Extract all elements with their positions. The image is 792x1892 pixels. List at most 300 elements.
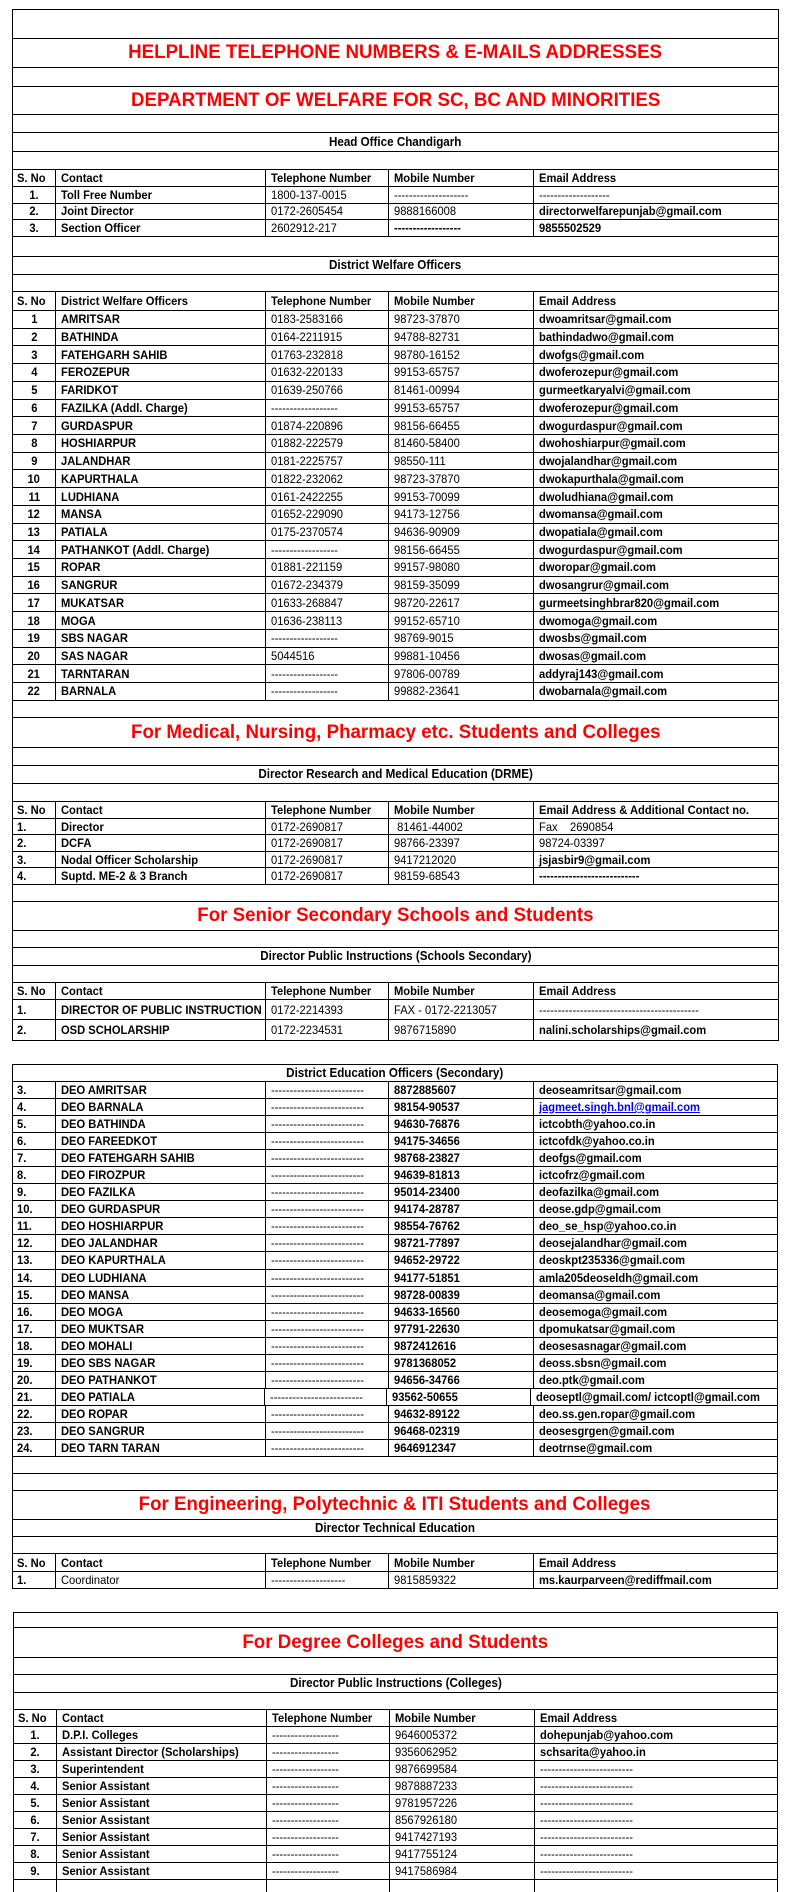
sno-cell — [13, 868, 56, 884]
email-text: dohepunjab@yahoo.com — [540, 1728, 674, 1742]
sno-text: 5. — [17, 1117, 27, 1132]
email-cell — [534, 1423, 777, 1439]
sno-cell — [13, 1338, 56, 1354]
email-text: deotrnse@gmail.com — [539, 1441, 653, 1455]
contact-cell — [56, 1406, 266, 1422]
sno-text: 21. — [17, 1389, 33, 1404]
email-cell — [534, 1020, 778, 1040]
col-email-header: Email Address — [539, 293, 617, 308]
tel-text: 0172-2690817 — [271, 852, 344, 867]
mobile-text: 9878887233 — [395, 1779, 458, 1793]
sno-cell — [13, 1218, 56, 1234]
table-row — [13, 819, 778, 836]
tel-cell — [266, 187, 389, 203]
contact-text: DEO FIROZPUR — [61, 1168, 146, 1183]
sno-cell — [13, 346, 56, 363]
mobile-cell — [389, 648, 534, 665]
col-email-header: Email Address & Additional Contact no. — [539, 802, 749, 817]
tel-text: 5044516 — [271, 648, 315, 663]
tel-text: ------------------------- — [271, 1219, 364, 1234]
contact-cell — [56, 524, 266, 541]
col-contact-header: Contact — [61, 802, 103, 817]
mobile-text: 94630-76876 — [394, 1117, 460, 1132]
contact-cell — [57, 1727, 267, 1743]
sno-cell — [14, 1727, 57, 1743]
tel-text: ------------------------- — [271, 1270, 364, 1285]
technical-education-rows — [13, 1572, 777, 1589]
table-row — [13, 1184, 777, 1201]
table-row — [13, 187, 778, 204]
mobile-text: 99153-65757 — [394, 400, 460, 415]
sno-text: 3. — [17, 852, 27, 867]
email-text: schsarita@yahoo.in — [540, 1745, 646, 1759]
email-text: dwosangrur@gmail.com — [539, 578, 669, 593]
tel-cell — [267, 1863, 390, 1879]
dpi-schools-title-row — [13, 948, 778, 966]
table-row — [13, 1389, 777, 1406]
tel-cell — [267, 1846, 390, 1862]
mobile-cell — [389, 665, 534, 682]
mobile-text: 9356062952 — [395, 1745, 458, 1759]
email-cell — [534, 1321, 777, 1337]
contact-text: HOSHIARPUR — [61, 436, 137, 451]
sno-text: 18 — [27, 613, 41, 628]
tel-cell — [267, 1727, 390, 1743]
sno-cell — [13, 1000, 56, 1020]
sno-cell — [13, 1184, 56, 1200]
mobile-text: 9646912347 — [394, 1441, 457, 1455]
mobile-text: 81461-44002 — [394, 819, 463, 834]
tel-text: ------------------------- — [271, 1304, 364, 1319]
mobile-text: 9888166008 — [394, 204, 457, 219]
mobile-cell — [389, 435, 534, 452]
mobile-text: 94652-29722 — [394, 1253, 460, 1268]
senior-secondary-section-title: For Senior Secondary Schools and Students — [197, 904, 594, 927]
col-contact-header: Contact — [61, 171, 103, 185]
tel-text: ------------------------- — [271, 1236, 364, 1251]
table-row — [14, 1778, 777, 1795]
tel-text: ------------------------- — [271, 1372, 364, 1387]
table-row — [13, 453, 778, 471]
col-mobile-header: Mobile Number — [395, 1711, 476, 1725]
table-row — [13, 1218, 777, 1235]
email-text: dwokapurthala@gmail.com — [539, 471, 684, 486]
tel-cell — [266, 594, 389, 611]
contact-text: TARNTARAN — [61, 666, 130, 681]
contact-text: DEO MOHALI — [61, 1338, 133, 1353]
mobile-text: 9876699584 — [395, 1762, 458, 1776]
contact-text: DEO SBS NAGAR — [61, 1355, 156, 1370]
email-cell — [534, 488, 778, 505]
contact-cell — [56, 835, 266, 851]
tel-text: 0175-2370574 — [271, 524, 344, 539]
mobile-cell — [389, 417, 534, 434]
tel-text: 01633-268847 — [271, 595, 344, 610]
tel-cell — [266, 1082, 389, 1098]
contact-text: FATEHGARH SAHIB — [61, 347, 168, 362]
tel-text: ------------------------- — [271, 1117, 364, 1132]
contact-text: Section Officer — [61, 221, 141, 236]
table-row — [13, 506, 778, 524]
empty-row — [13, 10, 778, 39]
sno-text: 8 — [30, 436, 38, 451]
tel-text: 01882-222579 — [271, 436, 344, 451]
email-text: dwohoshiarpur@gmail.com — [539, 436, 686, 451]
sno-text: 9 — [30, 454, 38, 469]
technical-education-header-row — [13, 1554, 777, 1572]
contact-cell — [56, 612, 266, 629]
mobile-text: 98159-68543 — [394, 869, 460, 884]
mobile-cell — [389, 1099, 534, 1115]
sno-text: 2. — [30, 1745, 40, 1759]
tel-cell — [266, 204, 389, 220]
email-cell — [534, 187, 778, 203]
email-cell — [534, 1116, 777, 1132]
tel-text: ------------------------- — [271, 1321, 364, 1336]
empty-row — [13, 68, 778, 87]
sno-text: 17 — [27, 595, 41, 610]
mobile-cell — [390, 1812, 535, 1828]
email-text: ms.kaurparveen@rediffmail.com — [539, 1573, 712, 1588]
email-text: dwobarnala@gmail.com — [539, 684, 668, 699]
contact-cell — [56, 382, 266, 399]
email-text: dwosbs@gmail.com — [539, 631, 647, 646]
contact-text: SANGRUR — [61, 578, 118, 593]
engineering-section-title-row — [13, 1491, 777, 1520]
sno-cell — [14, 1761, 57, 1777]
mobile-text: ------------------ — [394, 221, 461, 236]
email-text: dwomoga@gmail.com — [539, 613, 658, 628]
mobile-text: 94636-90909 — [394, 524, 460, 539]
email-cell — [534, 1201, 777, 1217]
contact-cell — [56, 594, 266, 611]
sno-cell — [13, 488, 56, 505]
tel-text: 0172-2690817 — [271, 869, 344, 884]
email-text: dwofgs@gmail.com — [539, 347, 645, 362]
table-row — [13, 1270, 777, 1287]
tel-cell — [266, 1201, 389, 1217]
email-text: gurmeetsinghbrar820@gmail.com — [539, 595, 720, 610]
contact-text: Joint Director — [61, 204, 134, 219]
sno-text: 7. — [30, 1830, 40, 1844]
mobile-cell — [389, 1252, 534, 1268]
contact-text: DEO TARN TARAN — [61, 1441, 160, 1455]
sno-cell — [13, 1270, 56, 1286]
mobile-text: 95014-23400 — [394, 1185, 460, 1200]
table-row — [13, 559, 778, 577]
contact-text: DEO SANGRUR — [61, 1423, 145, 1438]
mobile-cell — [389, 453, 534, 470]
sno-text: 3. — [29, 221, 39, 236]
sno-text: 20. — [17, 1372, 33, 1387]
contact-text: DEO BATHINDA — [61, 1117, 146, 1132]
mobile-text: 99153-70099 — [394, 489, 460, 504]
sno-cell — [13, 1099, 56, 1115]
tel-text: 01874-220896 — [271, 418, 344, 433]
email-cell — [534, 382, 778, 399]
tel-cell — [266, 1372, 389, 1388]
email-cell — [534, 665, 778, 682]
sno-cell — [14, 1812, 57, 1828]
mobile-cell — [389, 630, 534, 647]
mobile-text: 97791-22630 — [394, 1321, 460, 1336]
email-text: deoseptl@gmail.com/ ictcoptl@gmail.com — [536, 1389, 761, 1404]
col-mobile-header: Mobile Number — [394, 802, 475, 817]
head-office-header-row — [13, 170, 778, 187]
contact-text: DEO PATIALA — [60, 1389, 135, 1404]
email-text: ------------------------- — [540, 1762, 633, 1776]
mobile-cell — [389, 187, 534, 203]
empty-row — [13, 152, 778, 170]
tel-text: ------------------------- — [271, 1168, 364, 1183]
tel-cell — [266, 630, 389, 647]
tel-cell — [266, 1020, 389, 1040]
mobile-text: 94632-89122 — [394, 1406, 460, 1421]
table-row — [13, 630, 778, 648]
table-row — [13, 311, 778, 329]
tel-text: ------------------------- — [271, 1423, 364, 1438]
sno-cell — [14, 1744, 57, 1760]
mobile-cell — [389, 470, 534, 487]
email-cell — [534, 577, 778, 594]
contact-cell — [56, 630, 266, 647]
contact-cell — [56, 1321, 266, 1337]
contact-cell — [56, 852, 266, 868]
table-row — [13, 1406, 777, 1423]
mobile-cell — [389, 559, 534, 576]
sno-text: 5. — [30, 1796, 40, 1810]
degree-colleges-table — [13, 1612, 778, 1892]
mobile-cell — [389, 400, 534, 417]
contact-cell — [56, 1252, 266, 1268]
contact-cell — [56, 506, 266, 523]
sno-text: 22. — [17, 1406, 33, 1421]
table-row — [14, 1795, 777, 1812]
sno-cell — [13, 1372, 56, 1388]
col-contact-header: Contact — [61, 983, 103, 998]
sno-cell — [13, 220, 56, 236]
table-row — [13, 683, 778, 701]
email-text: gurmeetkaryalvi@gmail.com — [539, 383, 691, 398]
mobile-text: 9417755124 — [395, 1847, 458, 1861]
email-cell — [534, 1150, 777, 1166]
table-row — [13, 648, 778, 666]
table-row — [13, 364, 778, 382]
col-telephone-header: Telephone Number — [271, 293, 372, 308]
mobile-text: 99882-23641 — [394, 684, 460, 699]
email-cell — [534, 1000, 778, 1020]
email-cell — [534, 1355, 777, 1371]
tel-text: ------------------ — [272, 1864, 339, 1878]
mobile-text: 99157-98080 — [394, 560, 460, 575]
tel-cell — [266, 1167, 389, 1183]
contact-cell — [56, 470, 266, 487]
email-text: deoskpt235336@gmail.com — [539, 1253, 686, 1268]
email-text: directorwelfarepunjab@gmail.com — [539, 204, 722, 219]
mobile-cell — [389, 1572, 534, 1588]
sno-cell — [13, 417, 56, 434]
contact-cell — [57, 1812, 267, 1828]
sno-text: 20 — [27, 648, 41, 663]
sno-cell — [13, 612, 56, 629]
mobile-cell — [389, 683, 534, 700]
email-text: --------------------------- — [539, 869, 640, 884]
email-cell — [535, 1863, 777, 1879]
contact-text: ROPAR — [61, 560, 101, 575]
mobile-text: 98154-90537 — [394, 1100, 460, 1115]
email-text: ------------------------- — [540, 1796, 633, 1810]
col-email-header: Email Address — [539, 1555, 617, 1570]
table-row — [13, 1423, 777, 1440]
contact-cell — [56, 346, 266, 363]
contact-text: DEO HOSHIARPUR — [61, 1219, 164, 1234]
sno-text: 23. — [17, 1423, 33, 1438]
sno-text: 6 — [30, 400, 38, 415]
tel-cell — [266, 559, 389, 576]
tel-text: ------------------------- — [271, 1185, 364, 1200]
sno-cell — [13, 506, 56, 523]
empty-row — [14, 1693, 777, 1710]
mobile-text: 98721-77897 — [394, 1236, 460, 1251]
contact-text: DEO FATEHGARH SAHIB — [61, 1151, 195, 1166]
email-cell — [535, 1795, 777, 1811]
welfare-department-table — [12, 9, 779, 1041]
sno-cell — [13, 1252, 56, 1268]
district-education-rows — [13, 1082, 777, 1457]
contact-cell — [56, 1167, 266, 1183]
contact-text: MANSA — [61, 507, 102, 522]
email-text: jsjasbir9@gmail.com — [539, 852, 651, 867]
email-text: amla205deoseldh@gmail.com — [539, 1270, 699, 1285]
sno-cell — [13, 435, 56, 452]
sno-cell — [14, 1846, 57, 1862]
sno-text: 1. — [17, 1573, 27, 1588]
mobile-cell — [387, 1389, 531, 1405]
mobile-text: 98156-66455 — [394, 418, 460, 433]
mobile-cell — [390, 1863, 535, 1879]
email-cell — [534, 648, 778, 665]
email-cell — [534, 819, 778, 835]
mobile-cell — [390, 1846, 535, 1862]
email-cell — [534, 1252, 777, 1268]
table-row — [14, 1863, 777, 1880]
table-row — [13, 204, 778, 221]
sno-text: 3. — [17, 1083, 27, 1098]
mobile-text: 94656-34766 — [394, 1372, 460, 1387]
tel-text: ------------------------- — [271, 1338, 364, 1353]
mobile-text: -------------------- — [394, 187, 469, 202]
sno-text: 14 — [27, 542, 41, 557]
email-cell — [535, 1812, 777, 1828]
mobile-text: 98769-9015 — [394, 631, 454, 646]
contact-text: BATHINDA — [61, 330, 119, 345]
tel-cell — [266, 524, 389, 541]
table-row — [13, 435, 778, 453]
tel-cell — [266, 329, 389, 346]
table-row — [13, 417, 778, 435]
contact-cell — [56, 204, 266, 220]
sno-cell — [14, 1863, 57, 1879]
mobile-cell — [389, 1218, 534, 1234]
email-cell — [534, 1338, 777, 1354]
contact-cell — [56, 1270, 266, 1286]
contact-text: SBS NAGAR — [61, 631, 128, 646]
dpi-schools-header-row — [13, 983, 778, 1000]
sno-text: 24. — [17, 1441, 33, 1455]
table-row — [14, 1744, 777, 1761]
tel-text: 0183-2583166 — [271, 312, 344, 327]
contact-cell — [57, 1863, 267, 1879]
tel-cell — [267, 1829, 390, 1845]
contact-text: LUDHIANA — [61, 489, 120, 504]
contact-cell — [56, 1235, 266, 1251]
email-link[interactable]: jagmeet.singh.bnl@gmail.com — [539, 1100, 700, 1115]
tel-cell — [267, 1795, 390, 1811]
sno-text: 3. — [30, 1762, 40, 1776]
mobile-text: 81461-00994 — [394, 383, 460, 398]
table-row — [13, 1201, 777, 1218]
mobile-text: 8872885607 — [394, 1083, 457, 1098]
table-row — [13, 1572, 777, 1589]
sno-cell — [13, 577, 56, 594]
head-office-rows — [13, 187, 778, 237]
head-office-title: Head Office Chandigarh — [329, 134, 462, 149]
table-row — [13, 1304, 777, 1321]
tel-cell — [266, 435, 389, 452]
email-cell — [534, 1235, 777, 1251]
email-cell — [534, 559, 778, 576]
contact-text: Superintendent — [62, 1762, 144, 1776]
sno-cell — [13, 453, 56, 470]
col-email-header: Email Address — [539, 171, 617, 185]
mobile-text: 94177-51851 — [394, 1270, 460, 1285]
contact-text: OSD SCHOLARSHIP — [61, 1023, 170, 1038]
mobile-text: 9781957226 — [395, 1796, 458, 1810]
table-row — [13, 665, 778, 683]
tel-text: ------------------------- — [271, 1100, 364, 1115]
col-mobile-header: Mobile Number — [394, 983, 475, 998]
contact-cell — [57, 1744, 267, 1760]
tel-text: ------------------------- — [271, 1151, 364, 1166]
col-sno-header: S. No — [17, 293, 46, 308]
sno-cell — [13, 1572, 56, 1588]
contact-text: FEROZEPUR — [61, 365, 130, 380]
mobile-text: 94788-82731 — [394, 330, 460, 345]
tel-text: ------------------ — [271, 631, 338, 646]
sno-text: 13. — [17, 1253, 33, 1268]
col-sno-header: S. No — [17, 802, 46, 817]
sno-cell — [13, 364, 56, 381]
email-text: dwopatiala@gmail.com — [539, 524, 663, 539]
sno-text: 5 — [30, 383, 38, 398]
sno-cell — [13, 311, 56, 328]
dpi-colleges-title: Director Public Instructions (Colleges) — [289, 1676, 502, 1691]
sno-cell — [13, 187, 56, 203]
mobile-text: 9417212020 — [394, 852, 457, 867]
mobile-cell — [389, 1355, 534, 1371]
email-cell — [534, 1099, 777, 1115]
tel-cell — [266, 648, 389, 665]
contact-text: KAPURTHALA — [61, 471, 139, 486]
email-cell — [535, 1829, 777, 1845]
tel-cell — [266, 1235, 389, 1251]
tel-text: ------------------------- — [269, 1389, 363, 1404]
sno-cell — [13, 1082, 56, 1098]
contact-cell — [56, 1020, 266, 1040]
sno-cell — [13, 541, 56, 558]
mobile-text: 8567926180 — [395, 1813, 458, 1827]
email-text: deo.ss.gen.ropar@gmail.com — [539, 1406, 696, 1421]
